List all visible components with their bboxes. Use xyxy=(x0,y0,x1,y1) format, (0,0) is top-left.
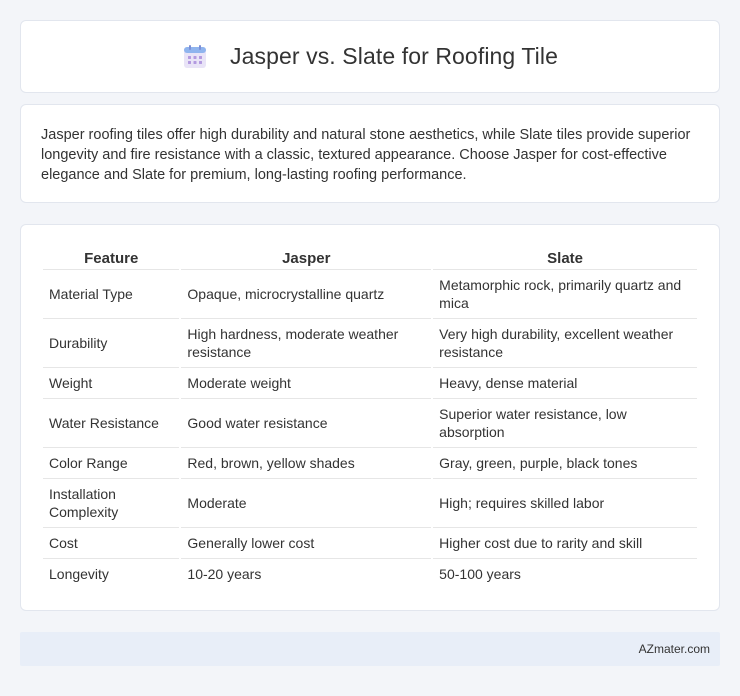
title-card xyxy=(20,20,720,93)
row-slate: Gray, green, purple, black tones xyxy=(433,447,697,478)
table-row xyxy=(43,318,697,367)
calendar-icon xyxy=(182,44,208,70)
row-jasper: Opaque, microcrystalline quartz xyxy=(181,269,431,318)
row-jasper: Generally lower cost xyxy=(181,527,431,558)
table-row xyxy=(43,558,697,589)
row-jasper: High hardness, moderate weather resistance xyxy=(181,318,431,367)
table-row xyxy=(43,269,697,318)
table-row xyxy=(43,398,697,447)
table-row xyxy=(43,447,697,478)
header-feature: Feature xyxy=(84,250,139,267)
header-slate: Slate xyxy=(547,250,584,267)
table-row xyxy=(43,527,697,558)
row-jasper: 10-20 years xyxy=(181,558,431,589)
table-row xyxy=(43,367,697,398)
page-title: Jasper vs. Slate for Roofing Tile xyxy=(229,43,558,69)
comparison-table xyxy=(41,245,699,589)
description-card xyxy=(20,104,720,203)
row-slate: 50-100 years xyxy=(433,558,697,589)
row-jasper: Good water resistance xyxy=(181,398,431,447)
header-jasper: Jasper xyxy=(282,250,331,267)
footer xyxy=(20,632,720,666)
table-row xyxy=(43,478,697,527)
row-slate: Very high durability, excellent weather resistance xyxy=(433,318,697,367)
comparison-table-card xyxy=(20,224,720,611)
row-slate: High; requires skilled labor xyxy=(433,478,697,527)
row-jasper: Red, brown, yellow shades xyxy=(181,447,431,478)
row-jasper: Moderate weight xyxy=(181,367,431,398)
row-feature: Water Resistance xyxy=(43,398,179,447)
row-slate: Heavy, dense material xyxy=(433,367,697,398)
row-slate: Metamorphic rock, primarily quartz and mica xyxy=(433,269,697,318)
row-jasper: Moderate xyxy=(181,478,431,527)
row-feature: Cost xyxy=(43,527,179,558)
table-header-row xyxy=(43,245,697,269)
row-slate: Higher cost due to rarity and skill xyxy=(433,527,697,558)
footer-brand[interactable]: AZmater.com xyxy=(638,642,710,656)
row-feature: Longevity xyxy=(43,558,179,589)
description-text: Jasper roofing tiles offer high durability and natural stone aesthetics, while Slate tiles provide superior longevity and fire resistance with a classic, textured appearance. Choose Jasper for cost-effective elegance and Slate for premium, long-lasting roofing performance. xyxy=(41,127,691,183)
row-slate: Superior water resistance, low absorption xyxy=(433,398,697,447)
row-feature: Durability xyxy=(43,318,179,367)
row-feature: Installation Complexity xyxy=(43,478,179,527)
row-feature: Color Range xyxy=(43,447,179,478)
row-feature: Material Type xyxy=(43,269,179,318)
row-feature: Weight xyxy=(43,367,179,398)
